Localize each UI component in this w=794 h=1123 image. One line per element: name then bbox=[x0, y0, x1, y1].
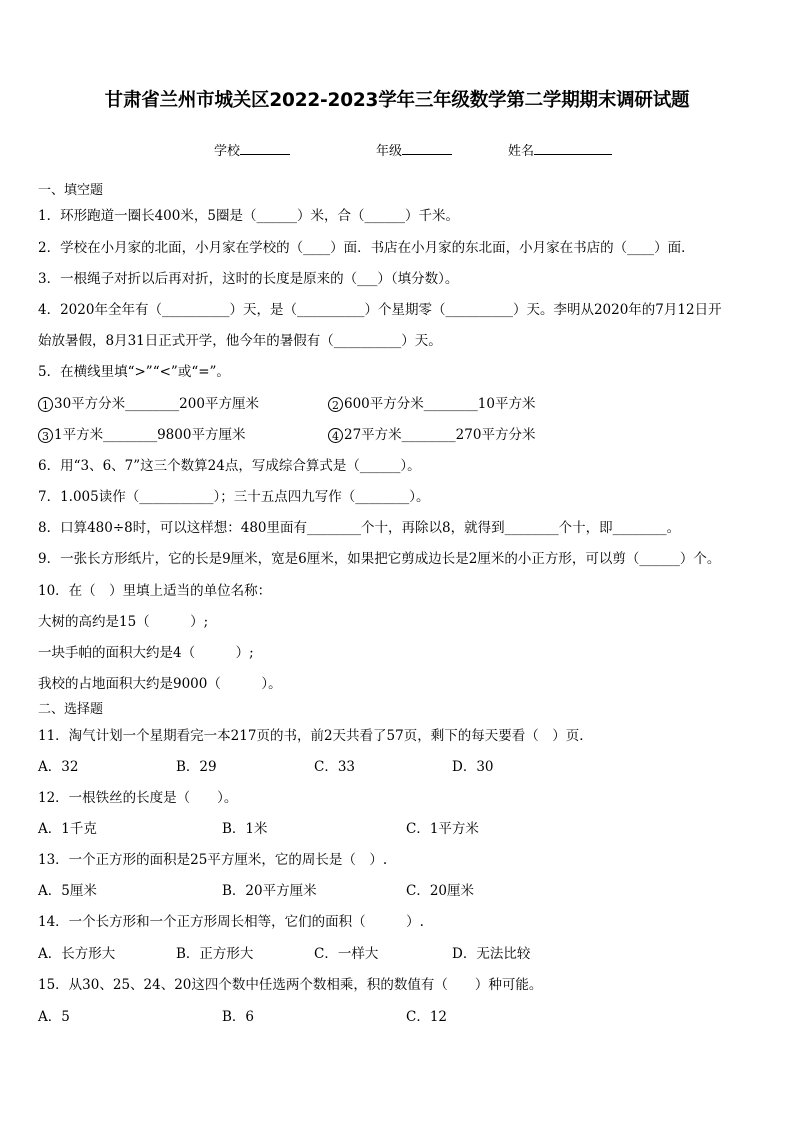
question-11-option-d[interactable]: D．30 bbox=[452, 759, 494, 775]
question-13-option-b[interactable]: B．20平方厘米 bbox=[222, 883, 317, 899]
question-4-line-2: 始放暑假，8月31日正式开学，他今年的暑假有（__________）天。 bbox=[38, 333, 442, 349]
grade-label: 年级 bbox=[376, 144, 403, 159]
name-label: 姓名 bbox=[508, 144, 535, 159]
question-5-item-2-text: 600平方分米________10平方米 bbox=[344, 396, 536, 412]
question-11: 11．淘气计划一个星期看完一本217页的书，前2天共看了57页，剩下的每天要看（ ）页． bbox=[38, 728, 593, 744]
question-11-option-b[interactable]: B．29 bbox=[176, 759, 217, 775]
question-5-item-3 bbox=[38, 426, 245, 444]
school-field bbox=[214, 140, 290, 159]
question-12-option-c[interactable]: C．1平方米 bbox=[406, 821, 479, 837]
question-13-option-c[interactable]: C．20厘米 bbox=[406, 883, 475, 899]
page-title: 甘肃省兰州市城关区2022-2023学年三年级数学第二学期期末调研试题 bbox=[104, 90, 690, 111]
question-14-option-b[interactable]: B．正方形大 bbox=[176, 946, 254, 962]
question-1: 1．环形跑道一圈长400米，5圈是（______）米，合（______）千米。 bbox=[38, 208, 459, 224]
question-5-item-3-text: 1平方米________9800平方厘米 bbox=[54, 427, 246, 443]
school-label: 学校 bbox=[214, 144, 241, 159]
question-12-option-a[interactable]: A．1千克 bbox=[38, 821, 97, 837]
section-choice-heading: 二、选择题 bbox=[38, 702, 104, 717]
question-15-option-b[interactable]: B．6 bbox=[222, 1009, 255, 1025]
question-4-line-1: 4．2020年全年有（__________）天，是（__________）个星期零（__________）天。李明从2020年的7月12日开 bbox=[38, 302, 722, 318]
question-5: 5．在横线里填“>”“<”或“=”。 bbox=[38, 364, 230, 380]
question-13: 13．一个正方形的面积是25平方厘米，它的周长是（ ）. bbox=[38, 852, 388, 868]
circled-number-4: 4 bbox=[328, 428, 343, 443]
question-5-item-4-text: 27平方米________270平方分米 bbox=[344, 427, 536, 443]
question-14-option-d[interactable]: D．无法比较 bbox=[452, 946, 531, 962]
grade-field bbox=[376, 140, 452, 159]
question-5-item-1-text: 30平方分米________200平方厘米 bbox=[54, 396, 259, 412]
question-11-option-a[interactable]: A．32 bbox=[38, 759, 79, 775]
question-12: 12．一根铁丝的长度是（ ）。 bbox=[38, 790, 238, 806]
question-3: 3．一根绳子对折以后再对折，这时的长度是原来的（___）（填分数）。 bbox=[38, 271, 459, 287]
question-10-item-3: 我校的占地面积大约是9000（ ）。 bbox=[38, 676, 282, 692]
question-15-option-c[interactable]: C．12 bbox=[406, 1009, 448, 1025]
question-10-item-1: 大树的高约是15（ ）; bbox=[38, 614, 209, 630]
question-6: 6．用“3、6、7”这三个数算24点，写成综合算式是（______）。 bbox=[38, 458, 421, 474]
question-13-option-a[interactable]: A．5厘米 bbox=[38, 883, 97, 899]
question-15-option-a[interactable]: A．5 bbox=[38, 1009, 70, 1025]
question-5-item-1 bbox=[38, 395, 259, 413]
question-10-item-2: 一块手帕的面积大约是4（ ）; bbox=[38, 645, 254, 661]
question-8: 8．口算480÷8时，可以这样想：480里面有________个十，再除以8，就得到________个十，即________。 bbox=[38, 520, 681, 536]
question-14-option-a[interactable]: A．长方形大 bbox=[38, 946, 116, 962]
circled-number-3: 3 bbox=[38, 428, 53, 443]
question-14: 14．一个长方形和一个正方形周长相等，它们的面积（ ）. bbox=[38, 914, 424, 930]
question-2: 2．学校在小月家的北面，小月家在学校的（____）面．书店在小月家的东北面，小月家在书店的（____）面． bbox=[38, 240, 695, 256]
question-14-option-c[interactable]: C．一样大 bbox=[314, 946, 379, 962]
question-7: 7．1.005读作（___________）；三十五点四九写作（________）。 bbox=[38, 489, 430, 505]
question-11-option-c[interactable]: C．33 bbox=[314, 759, 356, 775]
grade-blank[interactable] bbox=[402, 141, 452, 155]
question-12-option-b[interactable]: B．1米 bbox=[222, 821, 268, 837]
name-field bbox=[508, 140, 612, 159]
question-10: 10．在（ ）里填上适当的单位名称： bbox=[38, 583, 272, 599]
circled-number-1: 1 bbox=[38, 397, 53, 412]
question-9: 9．一张长方形纸片，它的长是9厘米，宽是6厘米，如果把它剪成边长是2厘米的小正方形，可以剪（______）个。 bbox=[38, 551, 721, 567]
question-15: 15．从30、25、24、20这四个数中任选两个数相乘，积的数值有（ ）种可能。 bbox=[38, 977, 543, 993]
school-blank[interactable] bbox=[240, 141, 290, 155]
circled-number-2: 2 bbox=[328, 397, 343, 412]
name-blank[interactable] bbox=[534, 141, 612, 155]
question-5-item-4 bbox=[328, 426, 535, 444]
question-5-item-2 bbox=[328, 395, 535, 413]
section-fill-heading: 一、填空题 bbox=[38, 183, 104, 198]
